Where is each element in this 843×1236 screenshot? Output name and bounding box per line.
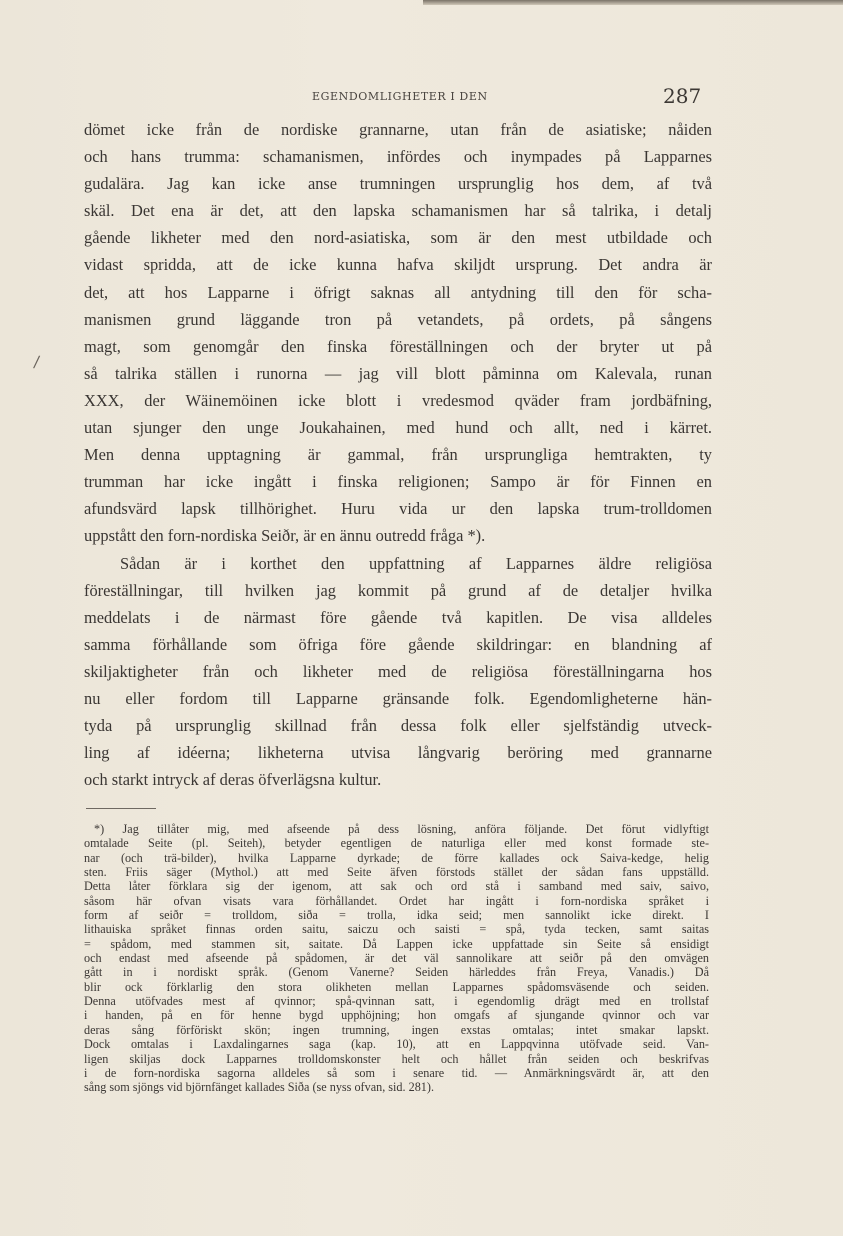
text-line: trumman har icke ingått i finska religionen; Sampo är för Finnen en: [84, 472, 712, 492]
text-line: samma förhållande som öfriga före gående skildringar: en blandning af: [84, 634, 712, 654]
text-line: och hans trumma: schamanismen, infördes och inympades på Lapparnes: [84, 147, 712, 167]
text-line: nu eller fordom till Lapparne gränsande folk. Egendomligheterne hän-: [84, 688, 712, 708]
footnote-line: omtalade Seite (pl. Seiteh), betyder egentligen de naturliga eller med konst formade ste-: [84, 836, 709, 851]
text-line: manismen grund läggande tron på vetandets, på ordets, på sångens: [84, 309, 712, 329]
footnotes: [84, 822, 709, 1095]
text-line: tyda på ursprunglig skillnad från dessa folk eller sjelfständig utveck-: [84, 716, 712, 736]
footnote-line: sten. Friis säger (Mythol.) att med Seite äfven förstods stället der sådan fans uppställd.: [84, 865, 709, 880]
page-header: [0, 84, 843, 114]
running-title: EGENDOMLIGHETER I DEN: [312, 90, 488, 103]
text-line: så talrika ställen i runorna — jag vill blott påminna om Kalevala, runan: [84, 363, 712, 383]
footnote-line: = spådom, med stammen sit, saitate. Då Lappen icke uppfattade sin Seite så ensidigt: [84, 936, 709, 951]
footnote-line: sång som sjöngs vid björnfänget kallades Siða (se nyss ofvan, sid. 281).: [84, 1080, 435, 1095]
footnote-line: gått in i nordiskt språk. (Genom Vanerne? Seiden härleddes från Freya, Vanadis.) Då: [84, 965, 709, 980]
footnote-line: nar (och trä-bilder), hvilka Lapparne dyrkade; de förre kallades ock Saiva-kedge, helig: [84, 850, 709, 865]
footnote-line: Dock omtalas i Laxdalingarnes saga (kap. 10), att en Lappqvinna utöfvade seid. Van-: [84, 1037, 709, 1052]
text-line: föreställningar, till hvilken jag kommit på grund af de detaljer hvilka: [84, 580, 712, 600]
text-line: afundsvärd lapsk tillhörighet. Huru vida ur den lapska trum-trolldomen: [84, 499, 712, 519]
footnote-line: blir ock förklarlig den stora olikheten mellan Lapparnes spådomsväsende och seiden.: [84, 979, 709, 994]
page-number: 287: [663, 84, 702, 108]
text-line: Sådan är i korthet den uppfattning af Lapparnes äldre religiösa: [120, 553, 712, 573]
text-line: och starkt intryck af deras öfverlägsna kultur.: [84, 770, 382, 790]
page-edge-shadow: [423, 0, 843, 5]
text-line: dömet icke från de nordiske grannarne, utan från de asiatiske; nåiden: [84, 120, 712, 139]
text-line: ling af idéerna; likheterna utvisa långvarig beröring med grannarne: [84, 743, 712, 763]
footnote-line: och endast med afseende på spådomen, är det väl sannolikare att seiðr på den omvägen: [84, 951, 709, 966]
text-line: XXX, der Wäinemöinen icke blott i vredesmod qväder fram jordbäfning,: [84, 390, 712, 410]
footnote-separator: [86, 808, 156, 809]
text-line: meddelats i de närmast före gående två kapitlen. De visa alldeles: [84, 607, 712, 627]
text-line: skiljaktigheter från och likheter med de religiösa föreställningarna hos: [84, 661, 712, 681]
footnote-line: lithauiska språket finnas orden saitu, saiczu och saisti = spå, tyda tecken, samt saitas: [84, 922, 709, 937]
footnote-line: form af seiðr = trolldom, siða = trolla, idka seid; men sannolikt icke direkt. I: [84, 908, 709, 923]
footnote-line: *) Jag tillåter mig, med afseende på dess lösning, anföra följande. Det förut vidlyftigt: [94, 822, 709, 836]
text-line: gående likheter med den nord-asiatiska, som är den mest utbildade och: [84, 228, 712, 248]
text-line: magt, som genomgår den finska föreställningen och der bryter ut på: [84, 336, 712, 356]
footnote-line: ligen skiljas dock Lapparnes trolldomskonster helt och hållet från seiden och beskrifvas: [84, 1051, 709, 1066]
text-line: uppstått den forn-nordiska Seiðr, är en ännu outredd fråga *).: [84, 526, 486, 546]
text-line: skäl. Det ena är det, att den lapska schamanismen har så talrika, i detalj: [84, 201, 712, 221]
text-line: det, att hos Lapparne i öfrigt saknas all antydning till den för scha-: [84, 282, 712, 302]
text-line: gudalära. Jag kan icke anse trumningen ursprunglig hos dem, af två: [84, 174, 712, 194]
text-line: Men denna upptagning är gammal, från ursprungliga hemtrakten, ty: [84, 445, 712, 465]
footnote-line: Detta låter förklara sig der igenom, att sak och ord stå i samband med saiv, saivo,: [84, 879, 709, 894]
footnote-line: i de forn-nordiska sagorna alldeles så som i senare tid. — Anmärkningsvärdt är, att den: [84, 1065, 709, 1080]
text-line: utan sjunger den unge Joukahainen, med hund och allt, ned i kärret.: [84, 418, 712, 438]
main-text: [84, 116, 712, 793]
text-line: vidast spridda, att de icke kunna hafva skiljdt ursprung. Det andra är: [84, 255, 712, 275]
footnote-line: såsom här ofvan visats vara förhållandet. Ordet har ingått i forn-nordiska språket i: [84, 893, 709, 908]
footnote-line: i handen, på en för henne bygd upphöjning; hon omgafs af sjungande qvinnor och var: [84, 1008, 709, 1023]
margin-pencil-mark: /: [32, 351, 41, 372]
footnote-line: deras sång förföriskt skön; ingen trumning, ingen exstas omtalas; intet smakar lapskt.: [84, 1022, 709, 1037]
footnote-line: Denna utöfvades mest af qvinnor; spå-qvinnan satt, i egendomlig drägt med en trollstaf: [84, 994, 709, 1009]
